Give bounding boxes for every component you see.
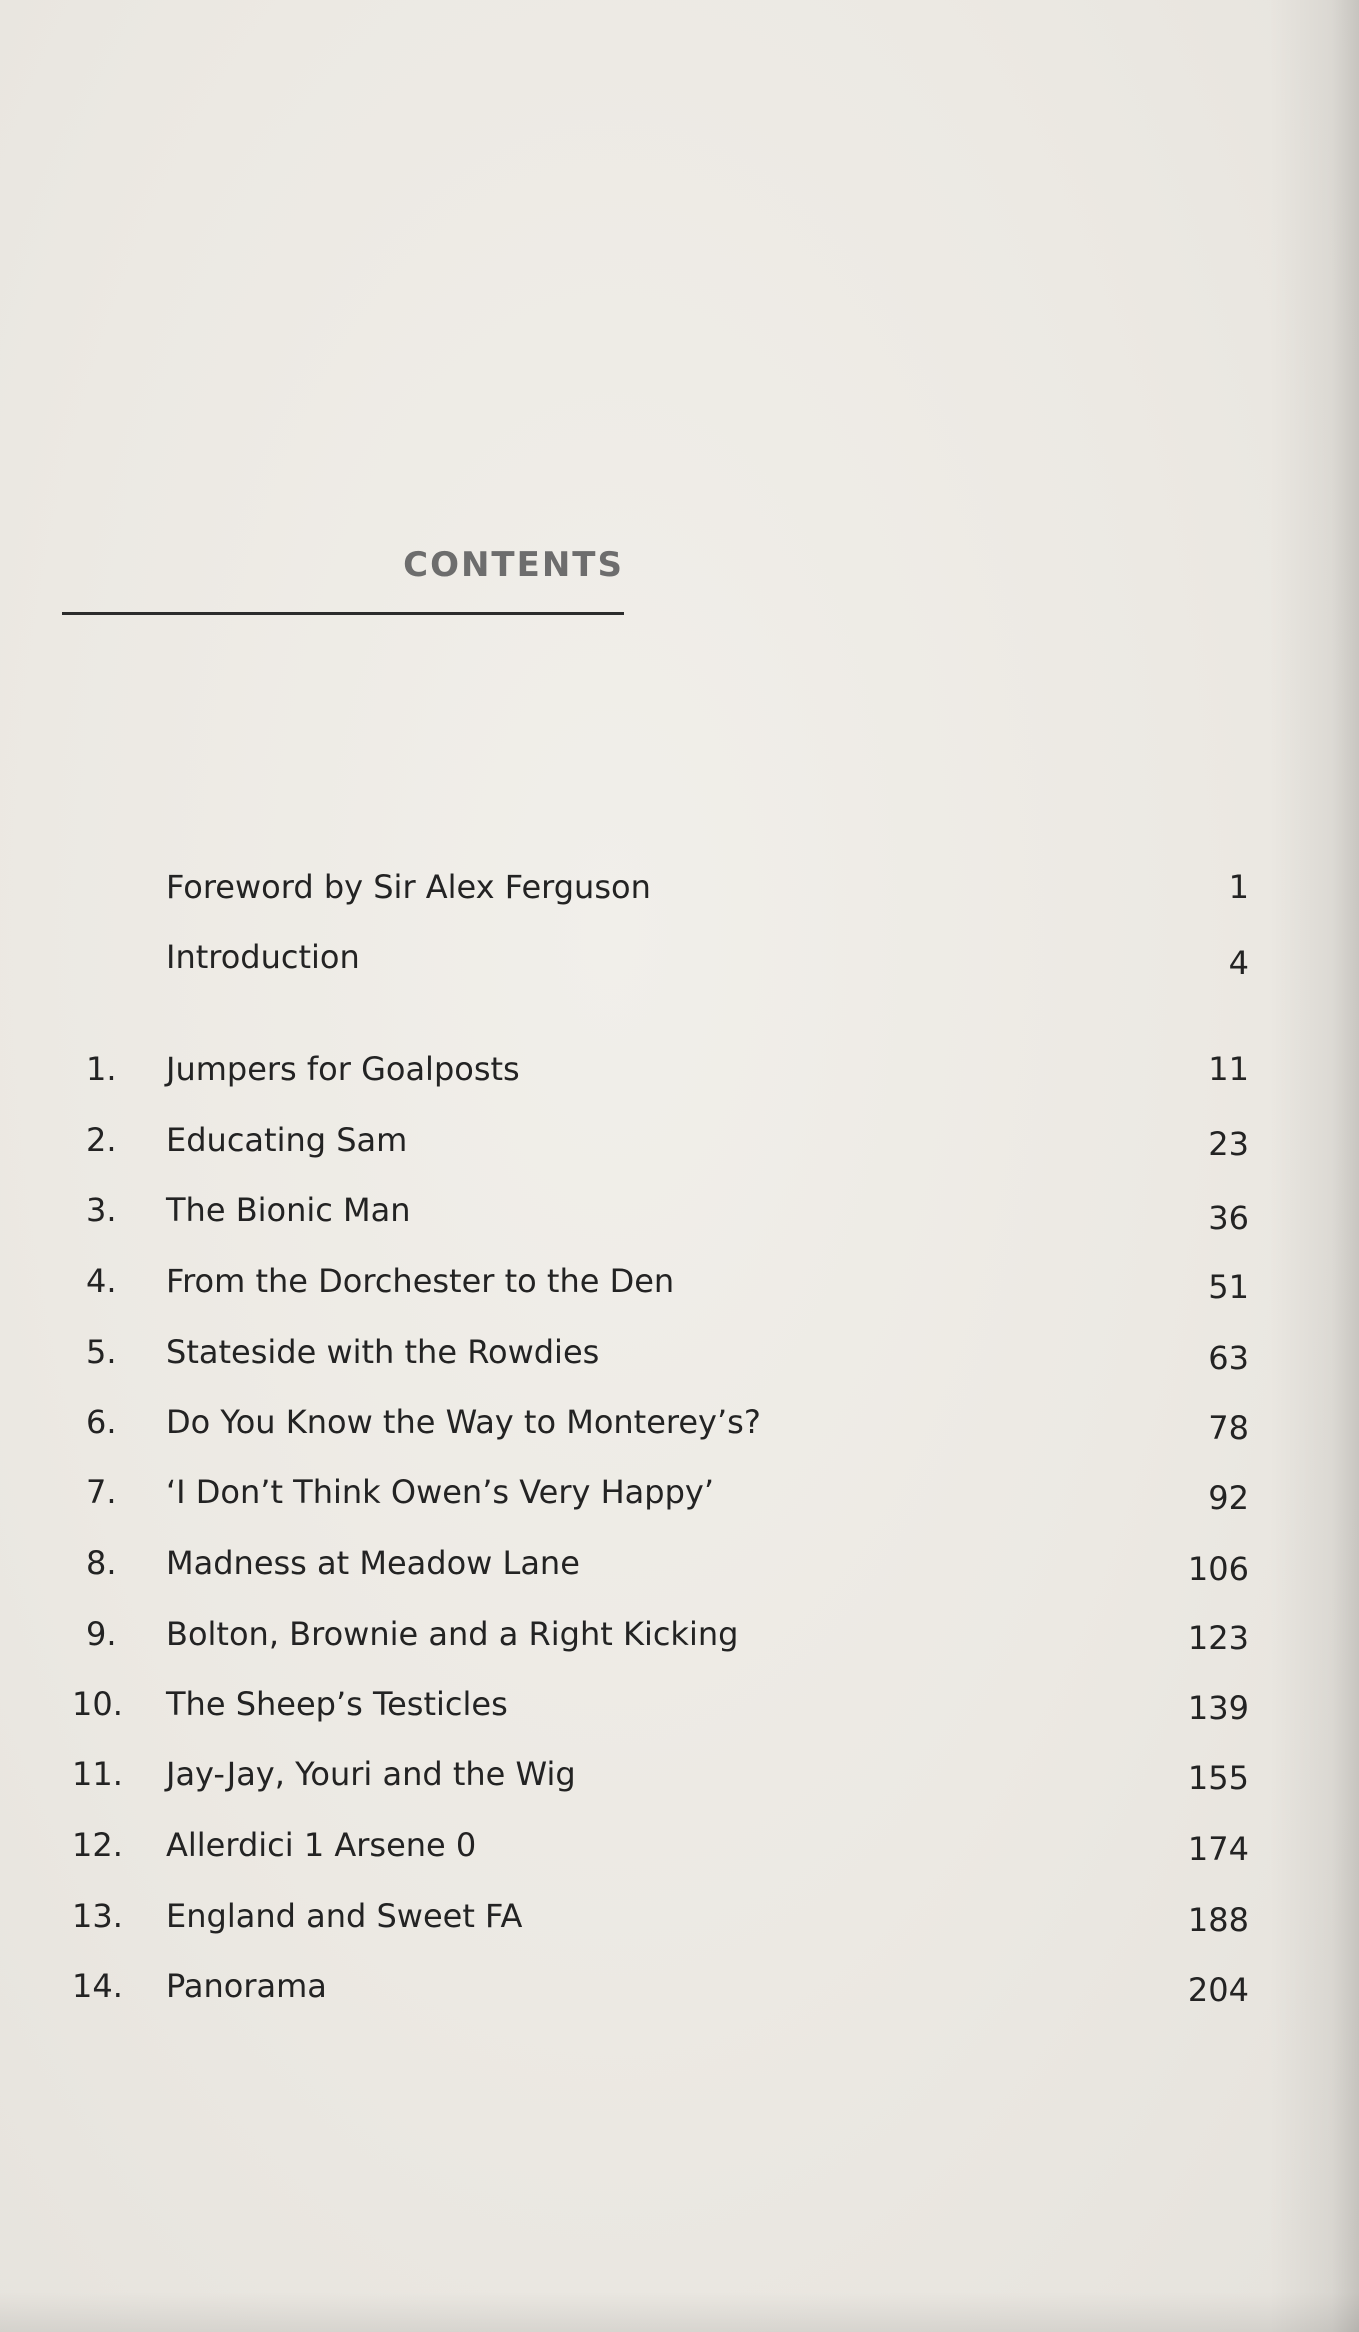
chapter-title: Jumpers for Goalposts	[166, 1050, 520, 1088]
toc-page-number: 11	[1208, 1050, 1249, 1088]
toc-page-number: 106	[1187, 1550, 1249, 1588]
chapter-number: 14.	[72, 1967, 123, 2005]
toc-row-chapter	[0, 1755, 1359, 1805]
toc-page-number: 92	[1208, 1479, 1249, 1517]
toc-page-number: 78	[1208, 1409, 1249, 1447]
chapter-number: 9.	[86, 1615, 117, 1653]
chapter-title: Panorama	[166, 1967, 327, 2005]
toc-row-chapter	[0, 1685, 1359, 1735]
chapter-number: 12.	[72, 1826, 123, 1864]
toc-page-number: 36	[1208, 1199, 1249, 1237]
chapter-number: 3.	[86, 1191, 117, 1229]
toc-row-chapter	[0, 1544, 1359, 1594]
toc-page-number: 155	[1187, 1759, 1249, 1797]
page-bottom-shadow	[0, 2292, 1359, 2332]
chapter-number: 4.	[86, 1262, 117, 1300]
toc-page-number: 139	[1187, 1689, 1249, 1727]
chapter-title: The Bionic Man	[166, 1191, 411, 1229]
chapter-number: 8.	[86, 1544, 117, 1582]
chapter-number: 13.	[72, 1897, 123, 1935]
chapter-title: The Sheep’s Testicles	[166, 1685, 508, 1723]
chapter-number: 5.	[86, 1333, 117, 1371]
toc-row-chapter	[0, 1826, 1359, 1876]
toc-row-chapter	[0, 1967, 1359, 2017]
chapter-title: Bolton, Brownie and a Right Kicking	[166, 1615, 739, 1653]
toc-page-number: 4	[1228, 944, 1249, 982]
toc-page-number: 63	[1208, 1339, 1249, 1377]
chapter-number: 6.	[86, 1403, 117, 1441]
chapter-title: ‘I Don’t Think Owen’s Very Happy’	[166, 1473, 714, 1511]
chapter-title: Jay-Jay, Youri and the Wig	[166, 1755, 576, 1793]
toc-row-foreword	[0, 868, 1359, 918]
toc-row-chapter	[0, 1050, 1359, 1100]
toc-page-number: 51	[1208, 1268, 1249, 1306]
chapter-number: 1.	[86, 1050, 117, 1088]
chapter-title: Stateside with the Rowdies	[166, 1333, 600, 1371]
toc-page-number: 204	[1187, 1971, 1249, 2009]
chapter-number: 7.	[86, 1473, 117, 1511]
toc-page-number: 188	[1187, 1901, 1249, 1939]
chapter-title: England and Sweet FA	[166, 1897, 523, 1935]
toc-row-chapter	[0, 1333, 1359, 1383]
toc-page-number: 174	[1187, 1830, 1249, 1868]
toc-row-chapter	[0, 1262, 1359, 1312]
toc-row-chapter	[0, 1191, 1359, 1241]
chapter-number: 10.	[72, 1685, 123, 1723]
toc-row-chapter	[0, 1121, 1359, 1171]
chapter-number: 2.	[86, 1121, 117, 1159]
heading-rule	[62, 612, 624, 615]
toc-row-chapter	[0, 1897, 1359, 1947]
toc-row-chapter	[0, 1615, 1359, 1665]
chapter-title: From the Dorchester to the Den	[166, 1262, 675, 1300]
chapter-title: Madness at Meadow Lane	[166, 1544, 580, 1582]
toc-row-chapter	[0, 1403, 1359, 1453]
toc-page-number: 123	[1187, 1619, 1249, 1657]
chapter-title: Do You Know the Way to Monterey’s?	[166, 1403, 761, 1441]
chapter-title: Allerdici 1 Arsene 0	[166, 1826, 477, 1864]
toc-page-number: 23	[1208, 1125, 1249, 1163]
toc-row-introduction	[0, 938, 1359, 988]
contents-heading: CONTENTS	[403, 545, 624, 585]
chapter-title: Educating Sam	[166, 1121, 408, 1159]
toc-page-number: 1	[1228, 868, 1249, 906]
toc-title: Introduction	[166, 938, 360, 976]
chapter-number: 11.	[72, 1755, 123, 1793]
toc-row-chapter	[0, 1473, 1359, 1523]
toc-title: Foreword by Sir Alex Ferguson	[166, 868, 651, 906]
